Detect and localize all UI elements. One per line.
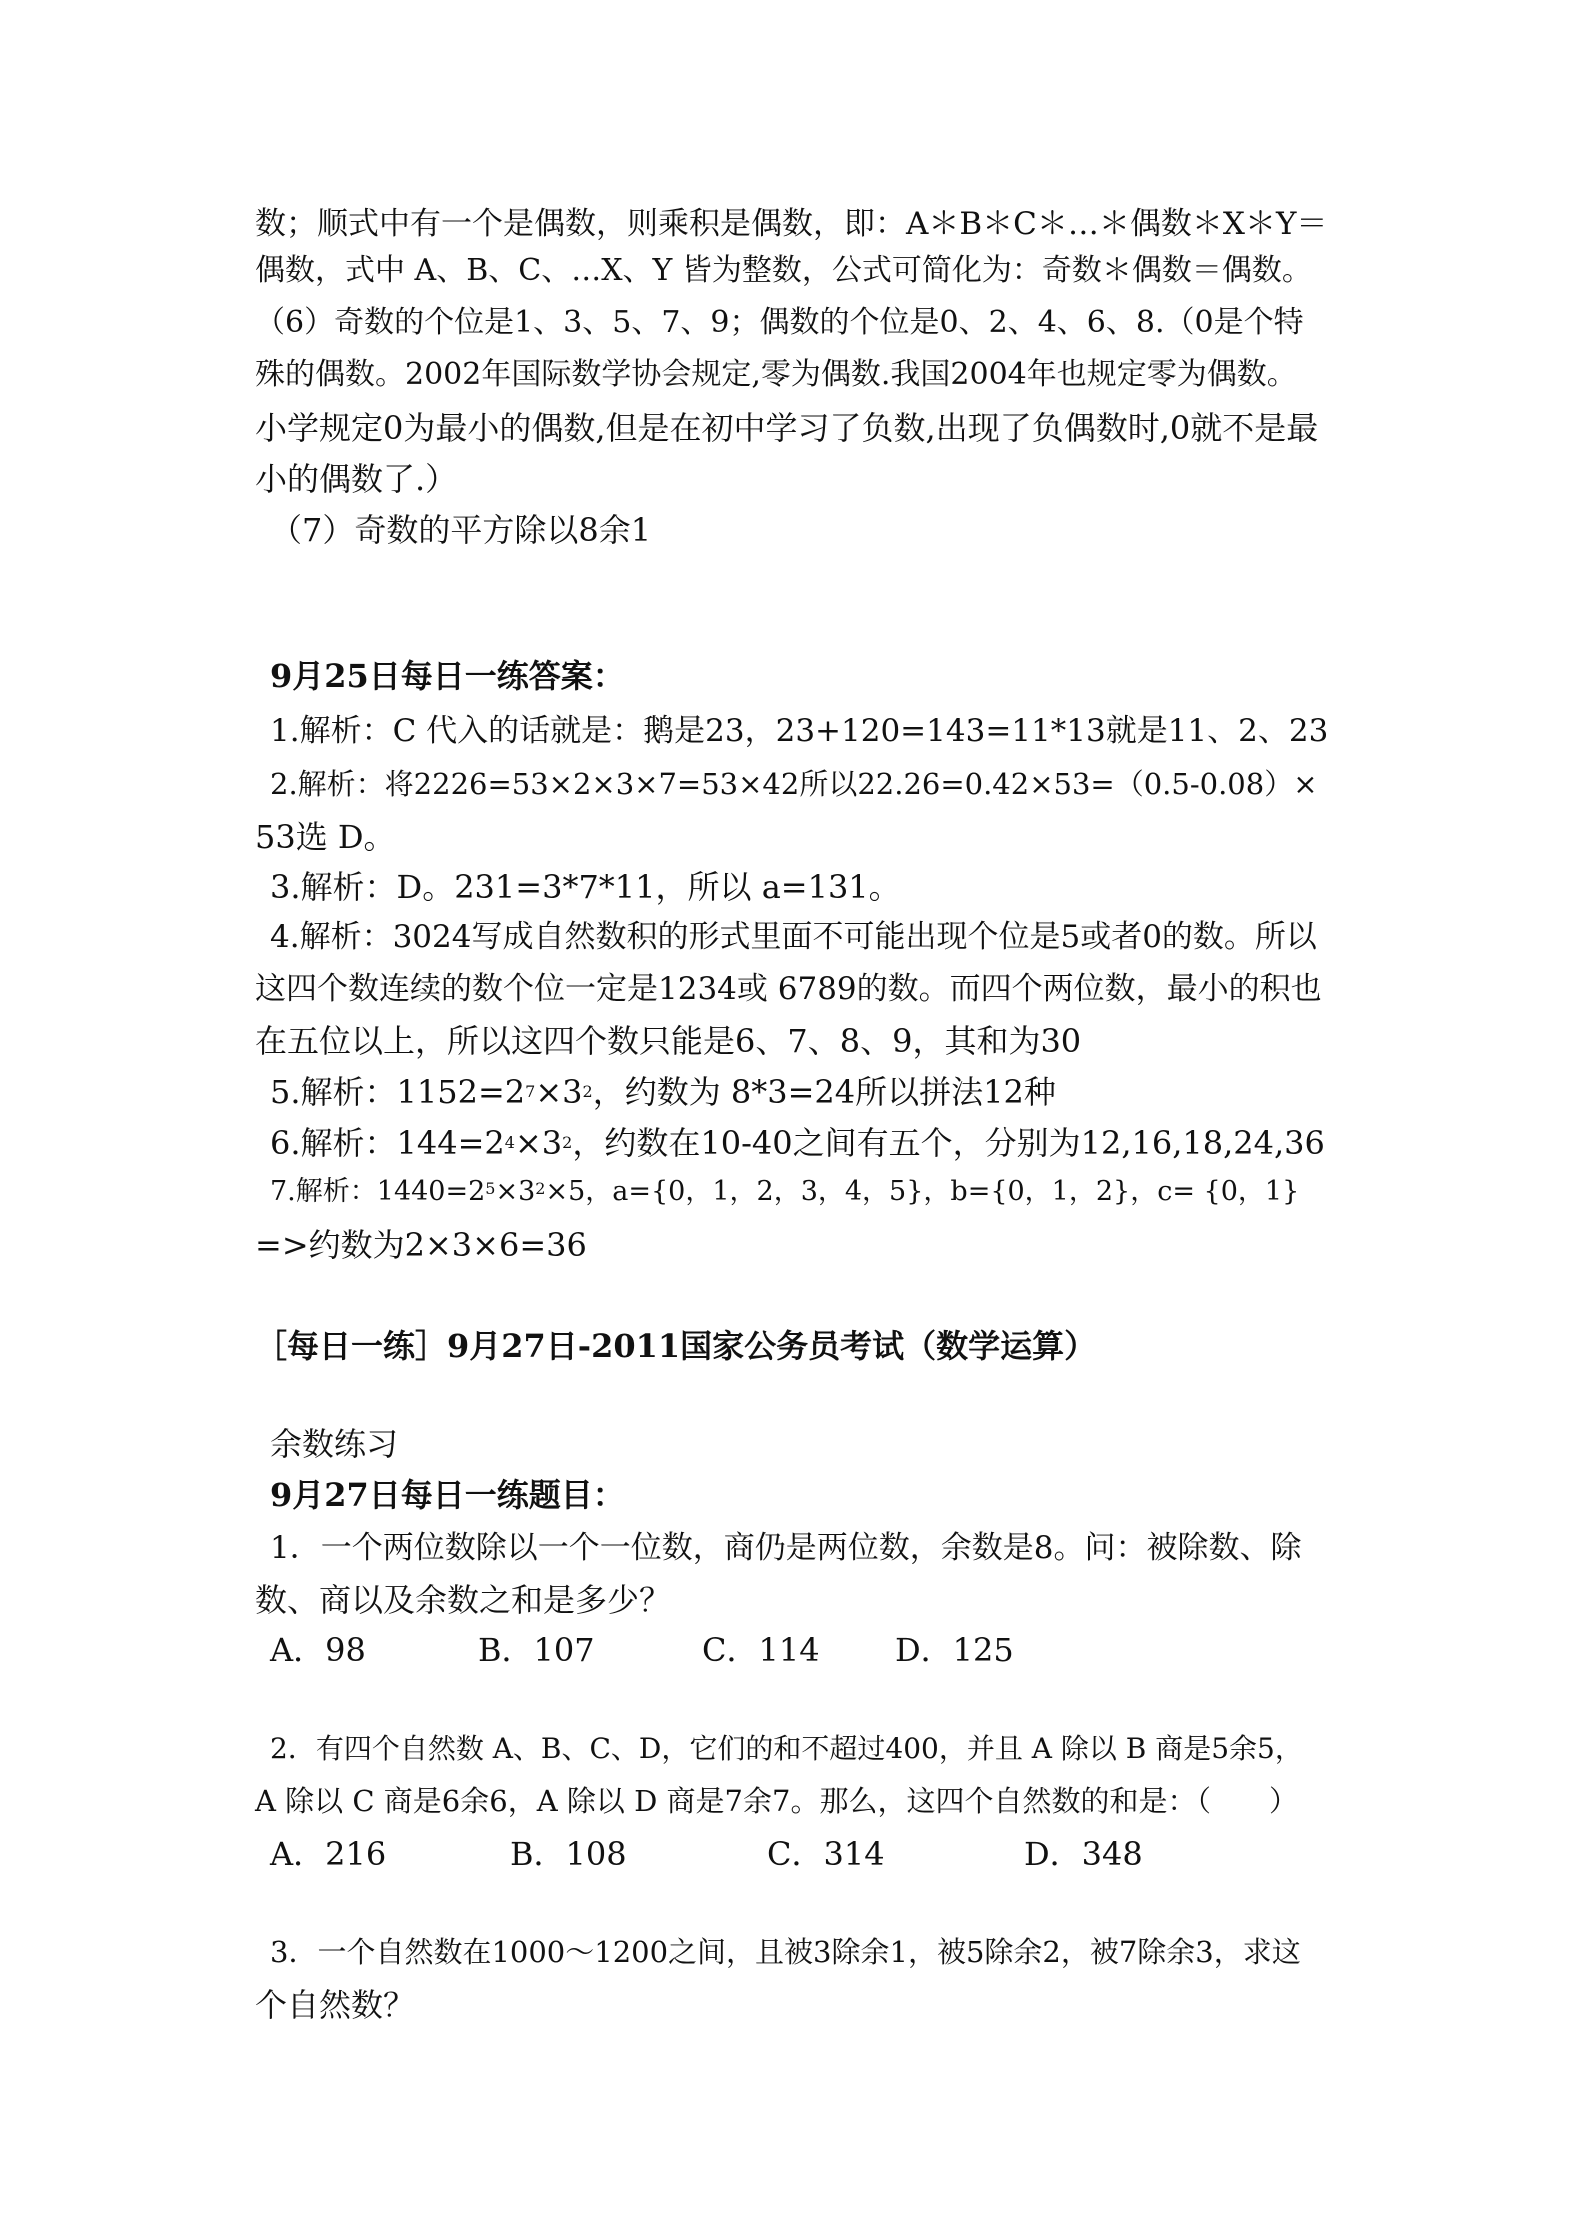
answer-7-exp1: 5 [485, 1179, 496, 1198]
question-2-line-1: 2．有四个自然数 A、B、C、D，它们的和不超过400，并且 A 除以 B 商是5余5， [270, 1732, 1303, 1765]
answer-7 [270, 1178, 1299, 1205]
intro-line-6: 小的偶数了.） [255, 460, 458, 498]
answer-5-exp2: 2 [582, 1082, 593, 1101]
question-1-option-c: C．114 [702, 1631, 820, 1669]
answer-7-post: ×5，a={0，1，2，3，4，5}，b={0，1，2}，c= {0，1} [545, 1176, 1300, 1207]
section-subtitle: 余数练习 [270, 1425, 399, 1463]
question-2-option-b: B．108 [510, 1835, 627, 1873]
answer-2-line-2: 53选 D。 [255, 818, 396, 856]
question-1-option-d: D．125 [895, 1631, 1014, 1669]
intro-line-3: （6）奇数的个位是1、3、5、7、9；偶数的个位是0、2、4、6、8.（0是个特 [255, 305, 1304, 340]
answer-7-exp2: 2 [535, 1179, 546, 1198]
answer-6-post: ，约数在10-40之间有五个，分别为12,16,18,24,36 [572, 1124, 1325, 1162]
question-3-line-2: 个自然数？ [255, 1986, 416, 2024]
questions-heading: 9月27日每日一练题目： [270, 1476, 625, 1514]
section-title: ［每日一练］9月27日-2011国家公务员考试（数学运算） [255, 1327, 1097, 1365]
answer-6-exp2: 2 [562, 1133, 573, 1152]
answer-4-line-2: 这四个数连续的数个位一定是1234或 6789的数。而四个两位数，最小的积也 [255, 971, 1322, 1007]
answer-7-line-2: =>约数为2×3×6=36 [255, 1226, 587, 1264]
question-2-option-c: C．314 [767, 1835, 885, 1873]
answers-heading: 9月25日每日一练答案： [270, 657, 625, 695]
question-2-option-a: A．216 [270, 1835, 387, 1873]
intro-line-7: （7）奇数的平方除以8余1 [270, 511, 652, 549]
answer-6-pre: 6.解析：144=2 [270, 1124, 505, 1162]
answer-4-line-3: 在五位以上，所以这四个数只能是6、7、8、9，其和为30 [255, 1022, 1082, 1060]
answer-7-pre: 7.解析：1440=2 [270, 1176, 486, 1207]
intro-line-1: 数；顺式中有一个是偶数，则乘积是偶数，即：A＊B＊C＊…＊偶数＊X＊Y＝ [255, 206, 1328, 242]
question-1-option-a: A．98 [270, 1631, 366, 1669]
question-3-line-1: 3．一个自然数在1000～1200之间，且被3除余1，被5除余2，被7除余3，求这 [270, 1935, 1301, 1969]
answer-1: 1.解析：C 代入的话就是：鹅是23，23+120=143=11*13就是11、2、23 [270, 713, 1329, 749]
question-2-option-d: D．348 [1024, 1835, 1143, 1873]
answer-4-line-1: 4.解析：3024写成自然数积的形式里面不可能出现个位是5或者0的数。所以 [270, 919, 1317, 955]
answer-5-exp1: 7 [525, 1082, 536, 1101]
question-2-line-2: A 除以 C 商是6余6，A 除以 D 商是7余7。那么，这四个自然数的和是：（ ） [255, 1784, 1298, 1818]
answer-2-line-1: 2.解析：将2226=53×2×3×7=53×42所以22.26=0.42×53=（0.5-0.08）× [270, 767, 1318, 801]
answer-6 [270, 1124, 1325, 1162]
answer-6-mid: ×3 [514, 1124, 563, 1162]
answer-7-mid: ×3 [495, 1176, 536, 1207]
intro-line-4: 殊的偶数。2002年国际数学协会规定,零为偶数.我国2004年也规定零为偶数。 [255, 357, 1297, 392]
question-1-line-2: 数、商以及余数之和是多少？ [255, 1581, 672, 1619]
intro-line-2: 偶数，式中 A、B、C、…X、Y 皆为整数，公式可简化为：奇数＊偶数＝偶数。 [255, 253, 1312, 288]
answer-3: 3.解析：D。231=3*7*11，所以 a=131。 [270, 868, 901, 906]
question-1-line-1: 1．一个两位数除以一个一位数，商仍是两位数，余数是8。问：被除数、除 [270, 1530, 1302, 1566]
answer-5-mid: ×3 [535, 1073, 583, 1111]
answer-6-exp1: 4 [504, 1133, 515, 1152]
answer-5-pre: 5.解析：1152=2 [270, 1073, 526, 1111]
intro-line-5: 小学规定0为最小的偶数,但是在初中学习了负数,出现了负偶数时,0就不是最 [255, 409, 1319, 447]
answer-5-post: ，约数为 8*3=24所以拼法12种 [592, 1073, 1056, 1111]
answer-5 [270, 1073, 1056, 1111]
question-1-option-b: B．107 [478, 1631, 595, 1669]
